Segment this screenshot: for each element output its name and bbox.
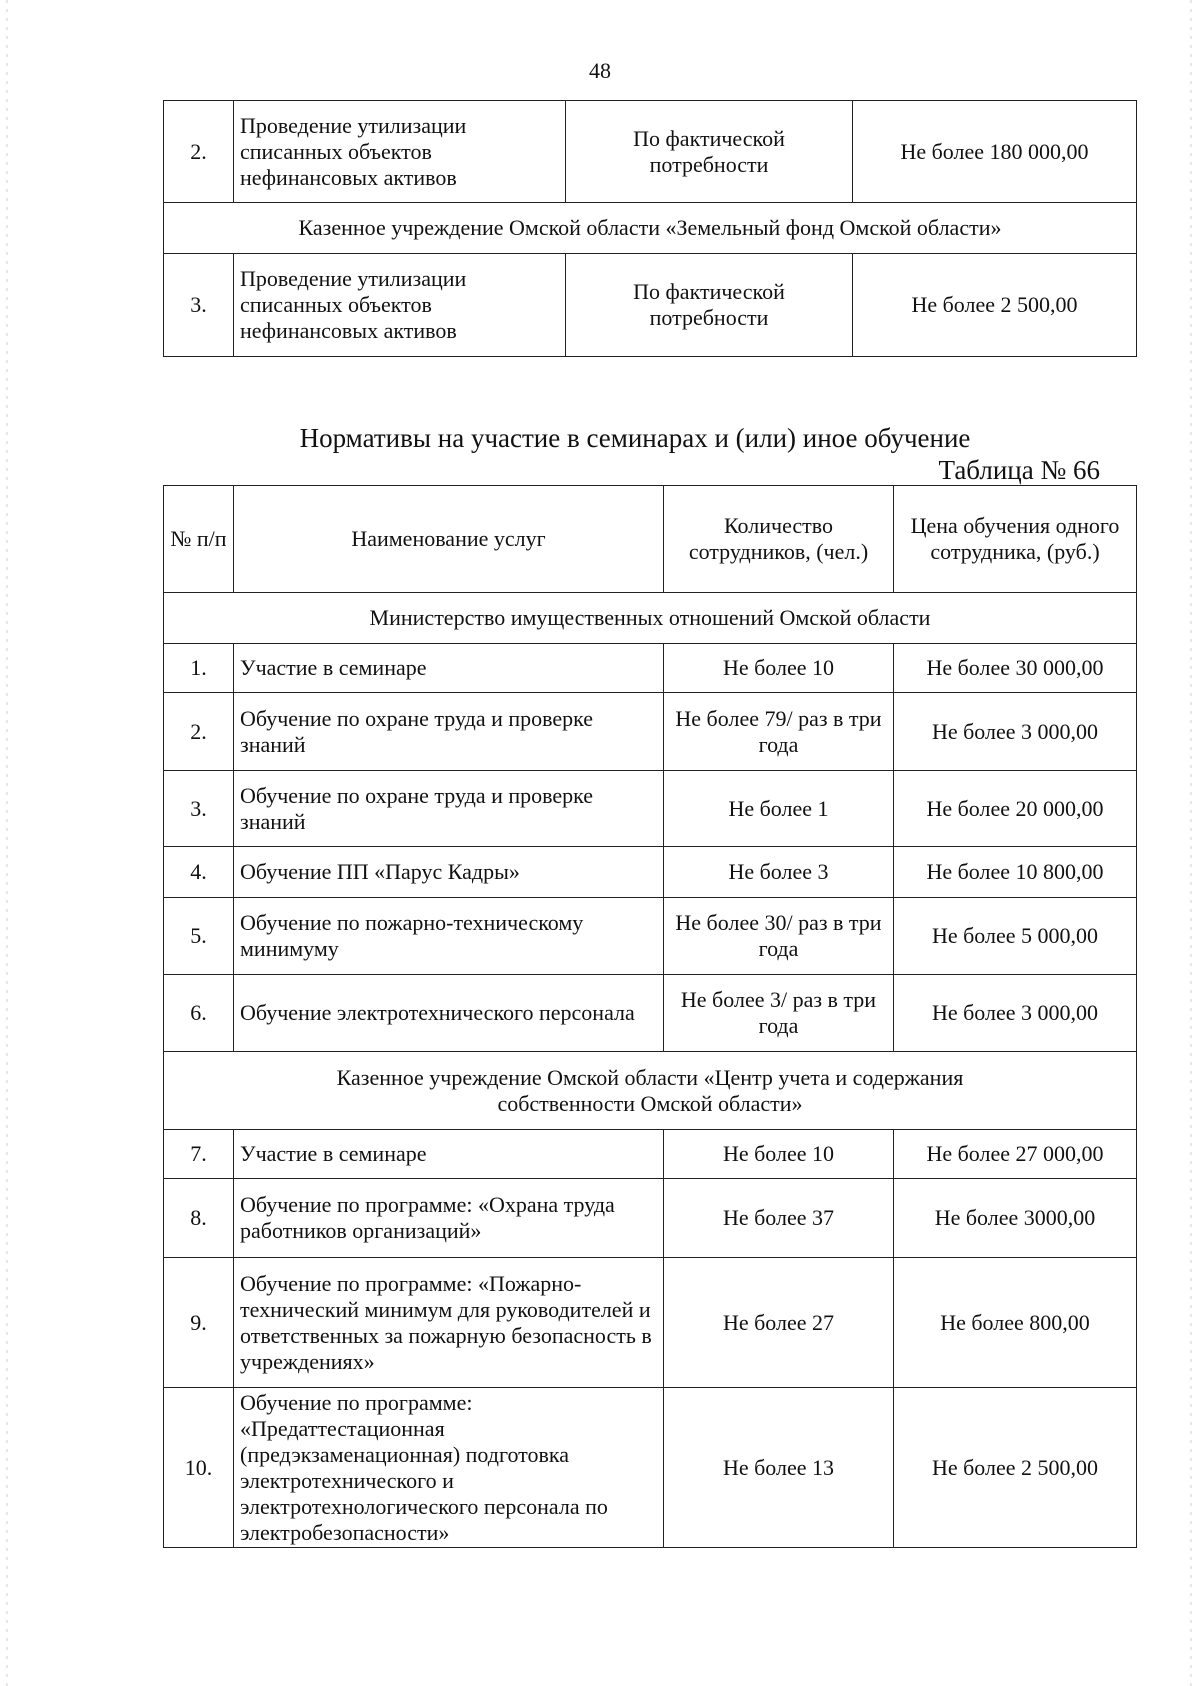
row-number: 4. [164, 847, 234, 898]
quantity-cell: Не более 79/ раз в три года [664, 693, 894, 771]
row-number: 2. [164, 101, 234, 203]
quantity-cell: Не более 30/ раз в три года [664, 898, 894, 975]
table-row [164, 693, 1137, 771]
service-name: Участие в семинаре [234, 1130, 664, 1179]
price-cell: Не более 27 000,00 [894, 1130, 1137, 1179]
service-name: Проведение утилизации списанных объектов нефинансовых активов [234, 254, 566, 357]
table-row [164, 1388, 1137, 1548]
service-name: Обучение по пожарно-техническому минимуму [234, 898, 664, 975]
scan-artifact-left [6, 0, 8, 1686]
row-number: 6. [164, 975, 234, 1052]
scan-artifact-right [1190, 0, 1192, 1686]
price-cell: Не более 30 000,00 [894, 644, 1137, 693]
service-name: Обучение электротехнического персонала [234, 975, 664, 1052]
price-cell: Не более 20 000,00 [894, 771, 1137, 847]
quantity-cell: По фактической потребности [566, 254, 853, 357]
price-cell: Не более 3 000,00 [894, 693, 1137, 771]
training-norms-table [163, 485, 1137, 1548]
disposal-norms-table-continued [163, 100, 1137, 357]
table-number-label: Таблица № 66 [938, 455, 1100, 485]
service-name: Участие в семинаре [234, 644, 664, 693]
row-number: 2. [164, 693, 234, 771]
table-row [164, 898, 1137, 975]
row-number: 3. [164, 254, 234, 357]
organization-heading: Казенное учреждение Омской области «Земельный фонд Омской области» [164, 203, 1137, 254]
row-number: 10. [164, 1388, 234, 1548]
table-row [164, 1179, 1137, 1258]
row-number: 9. [164, 1258, 234, 1388]
quantity-cell: Не более 1 [664, 771, 894, 847]
table-row [164, 254, 1137, 357]
price-cell: Не более 180 000,00 [853, 101, 1137, 203]
quantity-cell: Не более 37 [664, 1179, 894, 1258]
table-row [164, 101, 1137, 203]
table-row [164, 975, 1137, 1052]
row-number: 8. [164, 1179, 234, 1258]
quantity-cell: Не более 10 [664, 1130, 894, 1179]
group-row [164, 203, 1137, 254]
table-row [164, 847, 1137, 898]
page-number: 48 [589, 58, 611, 83]
group-row [164, 593, 1137, 644]
service-name: Обучение по программе: «Предаттестационная (предэкзаменационная) подготовка электротехнического и электротехнологического персонала по электробезопасности» [234, 1388, 664, 1548]
row-number: 5. [164, 898, 234, 975]
header-service-name: Наименование услуг [234, 486, 664, 593]
price-cell: Не более 3 000,00 [894, 975, 1137, 1052]
table-row [164, 1130, 1137, 1179]
row-number: 3. [164, 771, 234, 847]
quantity-cell: По фактической потребности [566, 101, 853, 203]
service-name: Обучение по охране труда и проверке знаний [234, 693, 664, 771]
price-cell: Не более 5 000,00 [894, 898, 1137, 975]
price-cell: Не более 2 500,00 [894, 1388, 1137, 1548]
quantity-cell: Не более 27 [664, 1258, 894, 1388]
group-row [164, 1052, 1137, 1130]
quantity-cell: Не более 3 [664, 847, 894, 898]
price-cell: Не более 2 500,00 [853, 254, 1137, 357]
table-row [164, 771, 1137, 847]
table-row [164, 1258, 1137, 1388]
header-quantity: Количество сотрудников, (чел.) [664, 486, 894, 593]
service-name: Обучение по охране труда и проверке знаний [234, 771, 664, 847]
organization-heading: Казенное учреждение Омской области «Центр учета и содержания собственности Омской области» [164, 1052, 1137, 1130]
header-price: Цена обучения одного сотрудника, (руб.) [894, 486, 1137, 593]
service-name: Проведение утилизации списанных объектов нефинансовых активов [234, 101, 566, 203]
service-name: Обучение по программе: «Пожарно-технический минимум для руководителей и ответственных за пожарную безопасность в учреждениях» [234, 1258, 664, 1388]
price-cell: Не более 800,00 [894, 1258, 1137, 1388]
service-name: Обучение по программе: «Охрана труда работников организаций» [234, 1179, 664, 1258]
table-row [164, 644, 1137, 693]
quantity-cell: Не более 3/ раз в три года [664, 975, 894, 1052]
price-cell: Не более 3000,00 [894, 1179, 1137, 1258]
row-number: 1. [164, 644, 234, 693]
organization-heading: Министерство имущественных отношений Омской области [164, 593, 1137, 644]
quantity-cell: Не более 10 [664, 644, 894, 693]
header-number: № п/п [164, 486, 234, 593]
service-name: Обучение ПП «Парус Кадры» [234, 847, 664, 898]
row-number: 7. [164, 1130, 234, 1179]
section-title: Нормативы на участие в семинарах и (или) иное обучение [299, 423, 971, 453]
price-cell: Не более 10 800,00 [894, 847, 1137, 898]
header-row [164, 486, 1137, 593]
quantity-cell: Не более 13 [664, 1388, 894, 1548]
